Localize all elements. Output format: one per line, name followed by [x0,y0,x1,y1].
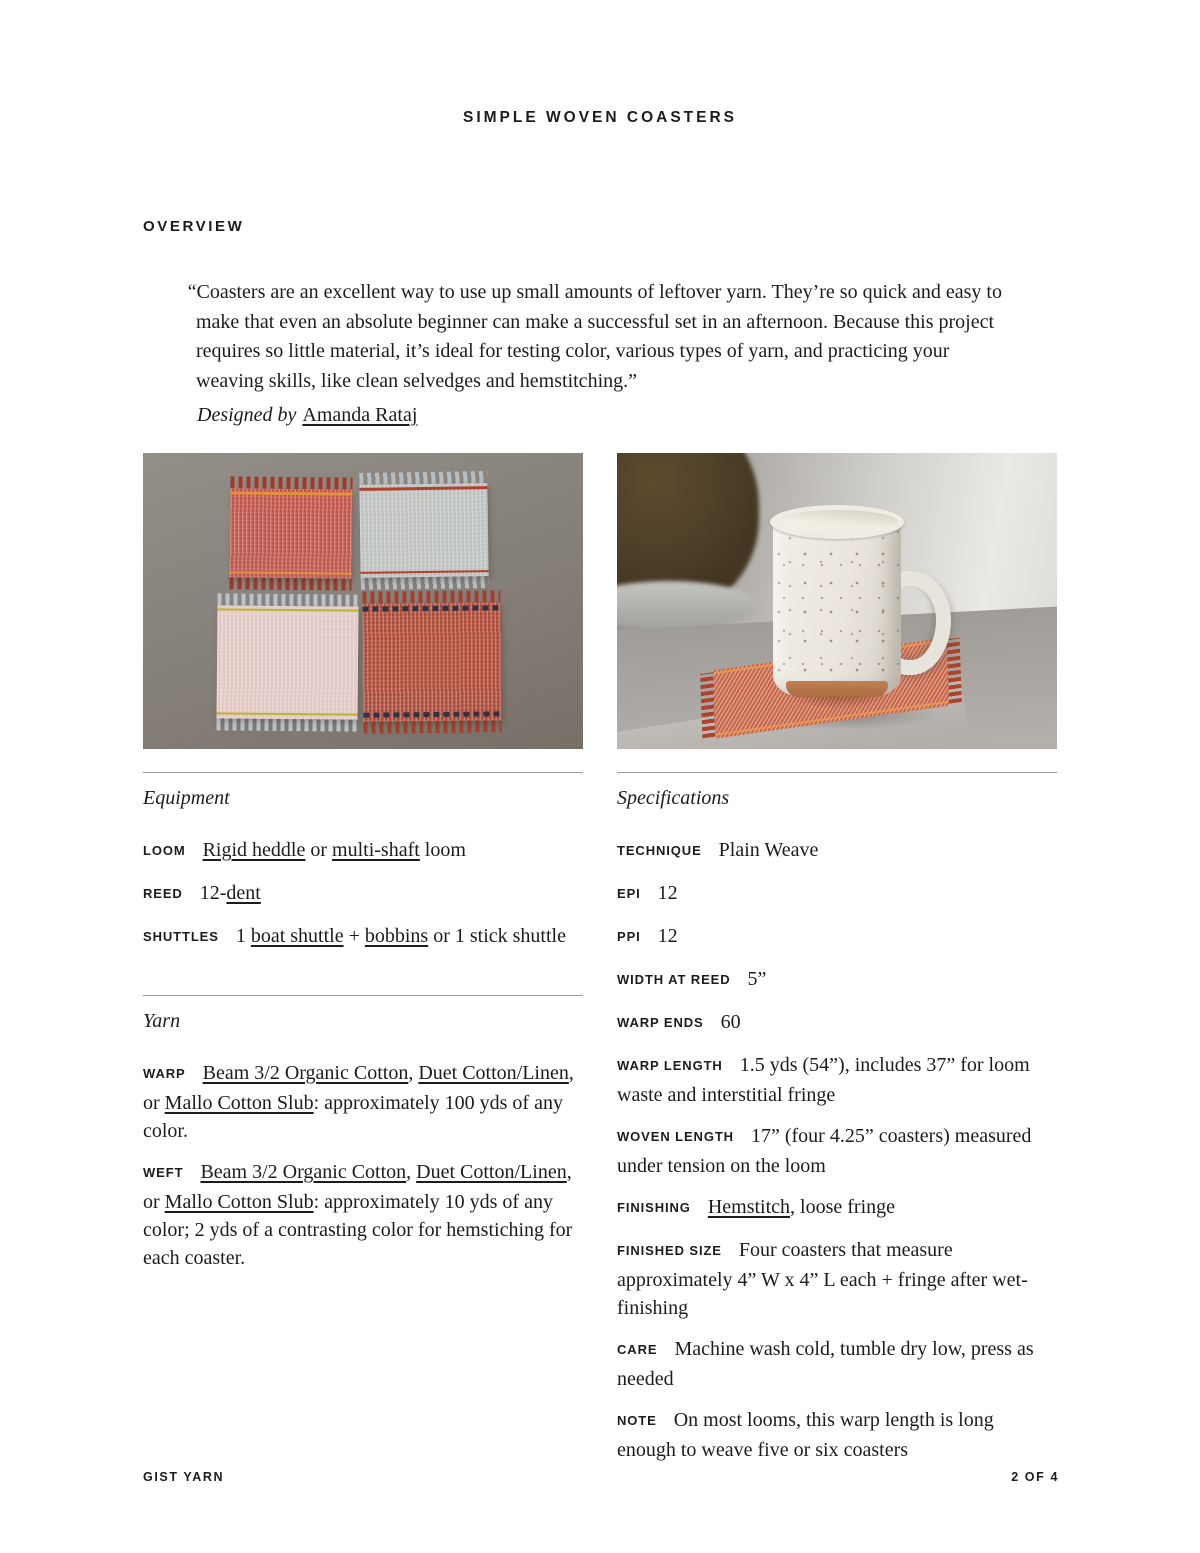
mug-shape [773,505,901,697]
designer-byline [197,404,417,427]
mug-photo [617,453,1057,749]
inline-link[interactable]: bobbins [364,925,429,947]
coaster-body [230,488,353,578]
yarn-row-value-text: , or [143,1161,572,1213]
spec-row [617,836,1057,866]
inline-link[interactable]: dent [226,882,261,904]
spec-row-label: WIDTH AT REED [617,971,731,987]
hemstitch-stripe [363,605,501,611]
spec-row-label: TECHNIQUE [617,842,702,858]
yarn-row-value-text: , or [143,1062,574,1114]
footer-page-number: 2 OF 4 [1011,1470,1059,1484]
inline-link[interactable]: Beam 3/2 Organic Cotton [200,1161,407,1183]
hemstitch-stripe [230,571,352,575]
spec-row [617,879,1057,909]
coasters-photo [143,453,583,749]
inline-link[interactable]: Hemstitch [707,1196,791,1218]
right-column [617,453,1057,1477]
equipment-row-label: LOOM [143,842,186,858]
equipment-row [143,879,583,909]
coaster-red [229,476,352,590]
yarn-row [143,1158,583,1272]
hemstitch-stripe [363,711,501,717]
spec-row [617,1236,1057,1322]
mug-interior [776,510,898,533]
mug-base [786,681,888,697]
spec-row-label: FINISHING [617,1199,691,1215]
equipment-row-value-text: loom [419,839,466,861]
overview-heading: OVERVIEW [143,218,245,236]
yarn-row-value-text: : approximately 10 yds of any color; 2 yds of a contrasting color for hemstiching for each coaster. [143,1191,573,1269]
coaster-body [217,605,359,719]
spec-row-value-text: Four coasters that measure approximately 4” W x 4” L each + fringe after wet-finishing [617,1239,1028,1319]
divider [143,772,583,773]
yarn-row-label: WARP [143,1065,186,1081]
spec-row-value-text: 1.5 yds (54”), includes 37” for loom waste and interstitial fringe [617,1054,1030,1106]
spec-row-label: WARP ENDS [617,1014,704,1030]
equipment-row [143,922,583,952]
inline-link[interactable]: Mallo Cotton Slub [164,1092,314,1114]
spec-row-label: FINISHED SIZE [617,1242,722,1258]
divider [617,772,1057,773]
hemstitch-stripe [217,608,358,611]
spec-row [617,1051,1057,1109]
yarn-list [143,1059,583,1272]
yarn-heading: Yarn [143,1010,181,1032]
coaster-pink [216,593,358,731]
inline-link[interactable]: boat shuttle [250,925,344,947]
saucer-shape [617,581,757,629]
equipment-row-value-text: or 1 stick shuttle [428,925,566,947]
spec-row-label: NOTE [617,1412,657,1428]
spec-row [617,1193,1057,1223]
equipment-row-label: SHUTTLES [143,928,219,944]
coaster-rust [362,590,501,733]
coaster-body [359,483,488,578]
spec-row-value-text: 60 [720,1011,741,1033]
coaster-body [362,602,501,721]
spec-row-label: EPI [617,885,641,901]
equipment-row-value-text: or [305,839,333,861]
inline-link[interactable]: Beam 3/2 Organic Cotton [202,1062,409,1084]
fringe [216,718,357,731]
equipment-row-value-text: 12- [199,882,227,904]
fringe [364,720,502,733]
yarn-row-value-text: : approximately 100 yds of any color. [143,1092,563,1142]
footer-brand: GIST YARN [143,1470,225,1484]
equipment-row-label: REED [143,885,183,901]
specifications-heading: Specifications [617,787,730,809]
designer-link[interactable]: Amanda Rataj [302,404,418,426]
yarn-row [143,1059,583,1145]
spec-row-value-text: 5” [747,968,767,990]
yarn-row-value-text: , [408,1062,419,1084]
spec-row [617,1122,1057,1180]
equipment-row [143,836,583,866]
spec-row-value-text: Machine wash cold, tumble dry low, press as needed [617,1338,1034,1390]
spec-row-value-text: 17” (four 4.25” coasters) measured under tension on the loom [617,1125,1032,1177]
spec-row [617,1008,1057,1038]
yarn-row-value-text: , [406,1161,417,1183]
spec-row-label: PPI [617,928,641,944]
inline-link[interactable]: Duet Cotton/Linen [418,1062,569,1084]
spec-row-label: WOVEN LENGTH [617,1128,734,1144]
left-column [143,453,583,1477]
hemstitch-stripe [230,491,352,495]
divider [143,995,583,996]
inline-link[interactable]: multi-shaft [332,839,420,861]
spec-row-value-text: On most looms, this warp length is long enough to weave five or six coasters [617,1409,994,1461]
mug-body [773,517,901,697]
fringe [229,577,351,590]
spec-row [617,1335,1057,1393]
content-columns [143,453,1057,1477]
equipment-row-value-text: 1 [235,925,251,947]
equipment-heading: Equipment [143,787,230,809]
equipment-row-value-text: + [343,925,365,947]
spec-row-value-text: 12 [657,882,678,904]
specifications-list [617,836,1057,1464]
hemstitch-stripe [361,570,489,574]
equipment-list [143,836,583,952]
inline-link[interactable]: Mallo Cotton Slub [164,1191,314,1213]
hemstitch-stripe [359,486,487,490]
mug-rim [770,505,904,539]
spec-row-value-text: Plain Weave [718,839,819,861]
hemstitch-stripe [217,712,358,715]
spec-row [617,922,1057,952]
byline-prefix: Designed by [197,404,297,426]
spec-row-label: WARP LENGTH [617,1057,723,1073]
spec-row [617,1406,1057,1464]
fringe [361,576,489,590]
coaster-grey [359,471,489,590]
spec-row-value-text: 12 [657,925,678,947]
page-title: SIMPLE WOVEN COASTERS [463,109,737,127]
overview-quote: “Coasters are an excellent way to use up small amounts of leftover yarn. They’re so quick and easy to make that even an absolute beginner can make a successful set in an afternoon. Because this project requires so little material, it’s ideal for testing color, various types of yarn, and practicing your weaving skills, like clean selvedges and hemstitching.” [187,281,1002,392]
inline-link[interactable]: Rigid heddle [202,839,306,861]
spec-row [617,965,1057,995]
spec-row-value-text: , loose fringe [790,1196,896,1218]
inline-link[interactable]: Duet Cotton/Linen [416,1161,567,1183]
yarn-row-label: WEFT [143,1164,184,1180]
spec-row-label: CARE [617,1341,658,1357]
